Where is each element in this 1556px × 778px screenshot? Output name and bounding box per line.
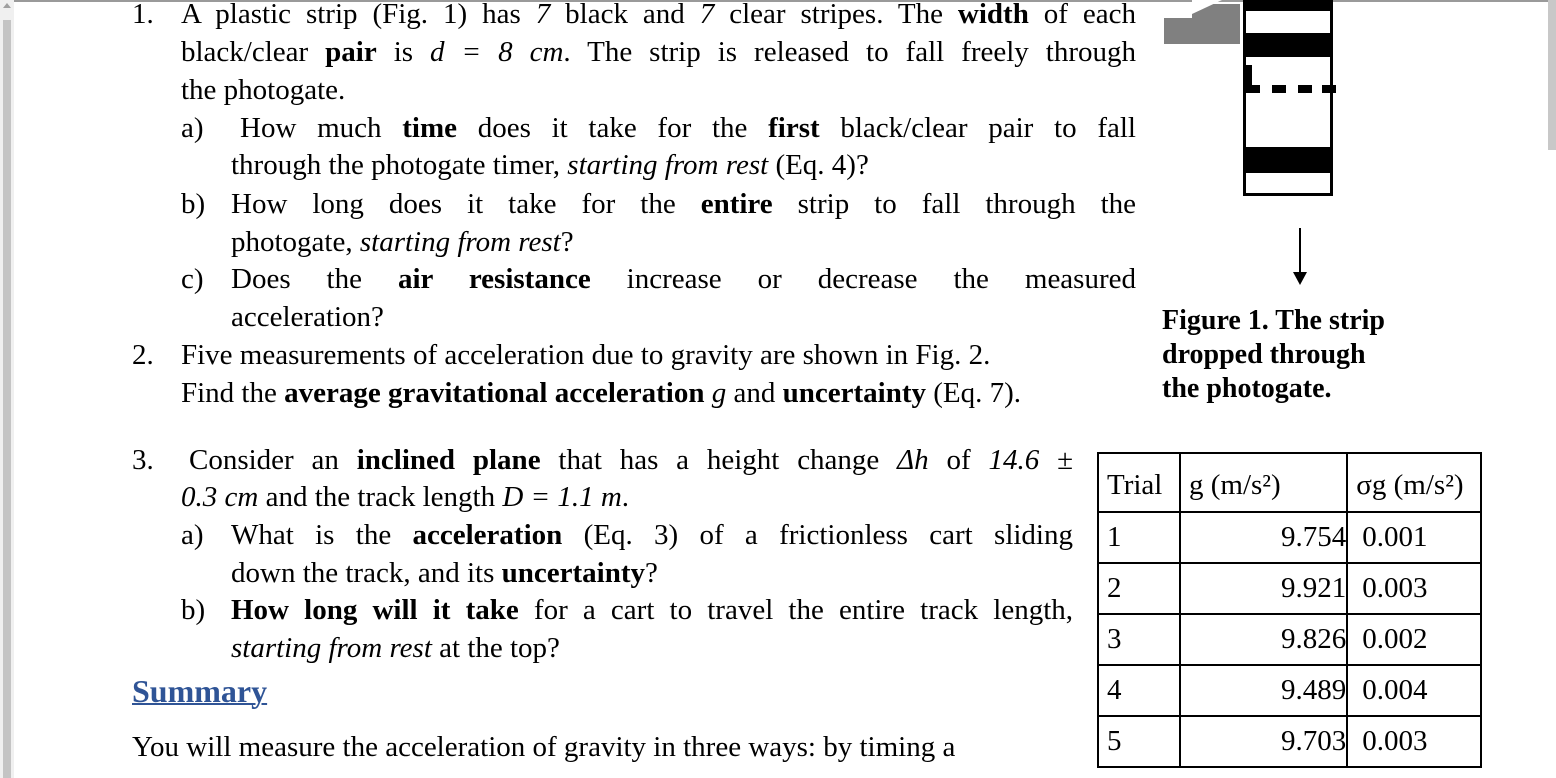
q3a-line-2: down the track, and its uncertainty? [231,557,658,589]
q1b-label: b) [181,188,206,220]
black-stripe [1246,147,1330,173]
cell-sigma: 0.002 [1347,614,1481,665]
caption-line: the photogate. [1162,373,1332,404]
q2-number: 2. [132,339,154,371]
q1c-line-1: Does the air resistance increase or decrease the measured [231,263,1136,295]
table-row [1098,563,1481,614]
gravity-measurements-table [1097,452,1482,768]
cell-sigma: 0.003 [1347,563,1481,614]
figure-1-caption [1162,304,1432,406]
col-header-g: g (m/s²) [1180,453,1347,512]
q3b-label: b) [181,594,206,626]
q3a-line-1: What is the acceleration (Eq. 3) of a frictionless cart sliding [231,519,1073,551]
black-stripe [1246,65,1252,89]
black-stripe [1322,85,1336,93]
cell-trial: 2 [1098,563,1180,614]
black-stripe [1272,85,1286,93]
summary-heading: Summary [132,673,268,709]
q1-number: 1. [132,0,154,30]
q3b-line-2: starting from rest at the top? [231,632,560,664]
cell-g: 9.489 [1180,665,1347,716]
q1a-line-2: through the photogate timer, starting from rest (Eq. 4)? [231,149,869,181]
table-row [1098,512,1481,563]
q3-line-1: Consider an inclined plane that has a height change Δh of 14.6 ± [189,444,1073,476]
black-stripe [1298,85,1312,93]
table-row [1098,716,1481,767]
col-header-trial: Trial [1098,453,1180,512]
col-header-sigma-g: σg (m/s²) [1347,453,1481,512]
q1c-label: c) [181,263,204,295]
photogate-graphic [1162,0,1242,55]
cell-sigma: 0.004 [1347,665,1481,716]
table-header-row [1098,453,1481,512]
q1b-line-1: How long does it take for the entire strip to fall through the [231,188,1136,220]
black-stripe [1246,0,1330,11]
cell-g: 9.826 [1180,614,1347,665]
cell-trial: 3 [1098,614,1180,665]
q1b-line-2: photogate, starting from rest? [231,226,574,258]
q2-line-1: Five measurements of acceleration due to gravity are shown in Fig. 2. [181,339,991,371]
summary-text: You will measure the acceleration of gravity in three ways: by timing a [132,731,956,763]
black-stripe [1246,33,1330,57]
q1a-label: a) [181,112,204,144]
q1a-line-1: How much time does it take for the first black/clear pair to fall [240,112,1136,144]
cell-sigma: 0.003 [1347,716,1481,767]
q3-number: 3. [132,444,154,476]
caption-line: dropped through [1162,339,1366,370]
q1-line-2: black/clear pair is d = 8 cm. The strip is released to fall freely through [181,36,1136,68]
cell-g: 9.754 [1180,512,1347,563]
q2-line-2: Find the average gravitational acceleration g and uncertainty (Eq. 7). [181,377,1022,409]
q1c-line-2: acceleration? [231,301,384,333]
cell-trial: 5 [1098,716,1180,767]
table-row [1098,614,1481,665]
cell-sigma: 0.001 [1347,512,1481,563]
plastic-strip-figure [1243,0,1333,196]
q3-line-2: 0.3 cm and the track length D = 1.1 m. [181,481,630,513]
q1-line-1: A plastic strip (Fig. 1) has 7 black and 7 clear stripes. The width of each [181,0,1137,30]
q3a-label: a) [181,519,204,551]
cell-g: 9.921 [1180,563,1347,614]
cell-trial: 1 [1098,512,1180,563]
caption-line: Figure 1. The strip [1162,305,1385,336]
table-row [1098,665,1481,716]
q3b-line-1: How long will it take for a cart to travel the entire track length, [231,594,1073,626]
q1-line-3: the photogate. [181,74,346,106]
cell-trial: 4 [1098,665,1180,716]
cell-g: 9.703 [1180,716,1347,767]
down-arrow-icon [1293,228,1307,291]
